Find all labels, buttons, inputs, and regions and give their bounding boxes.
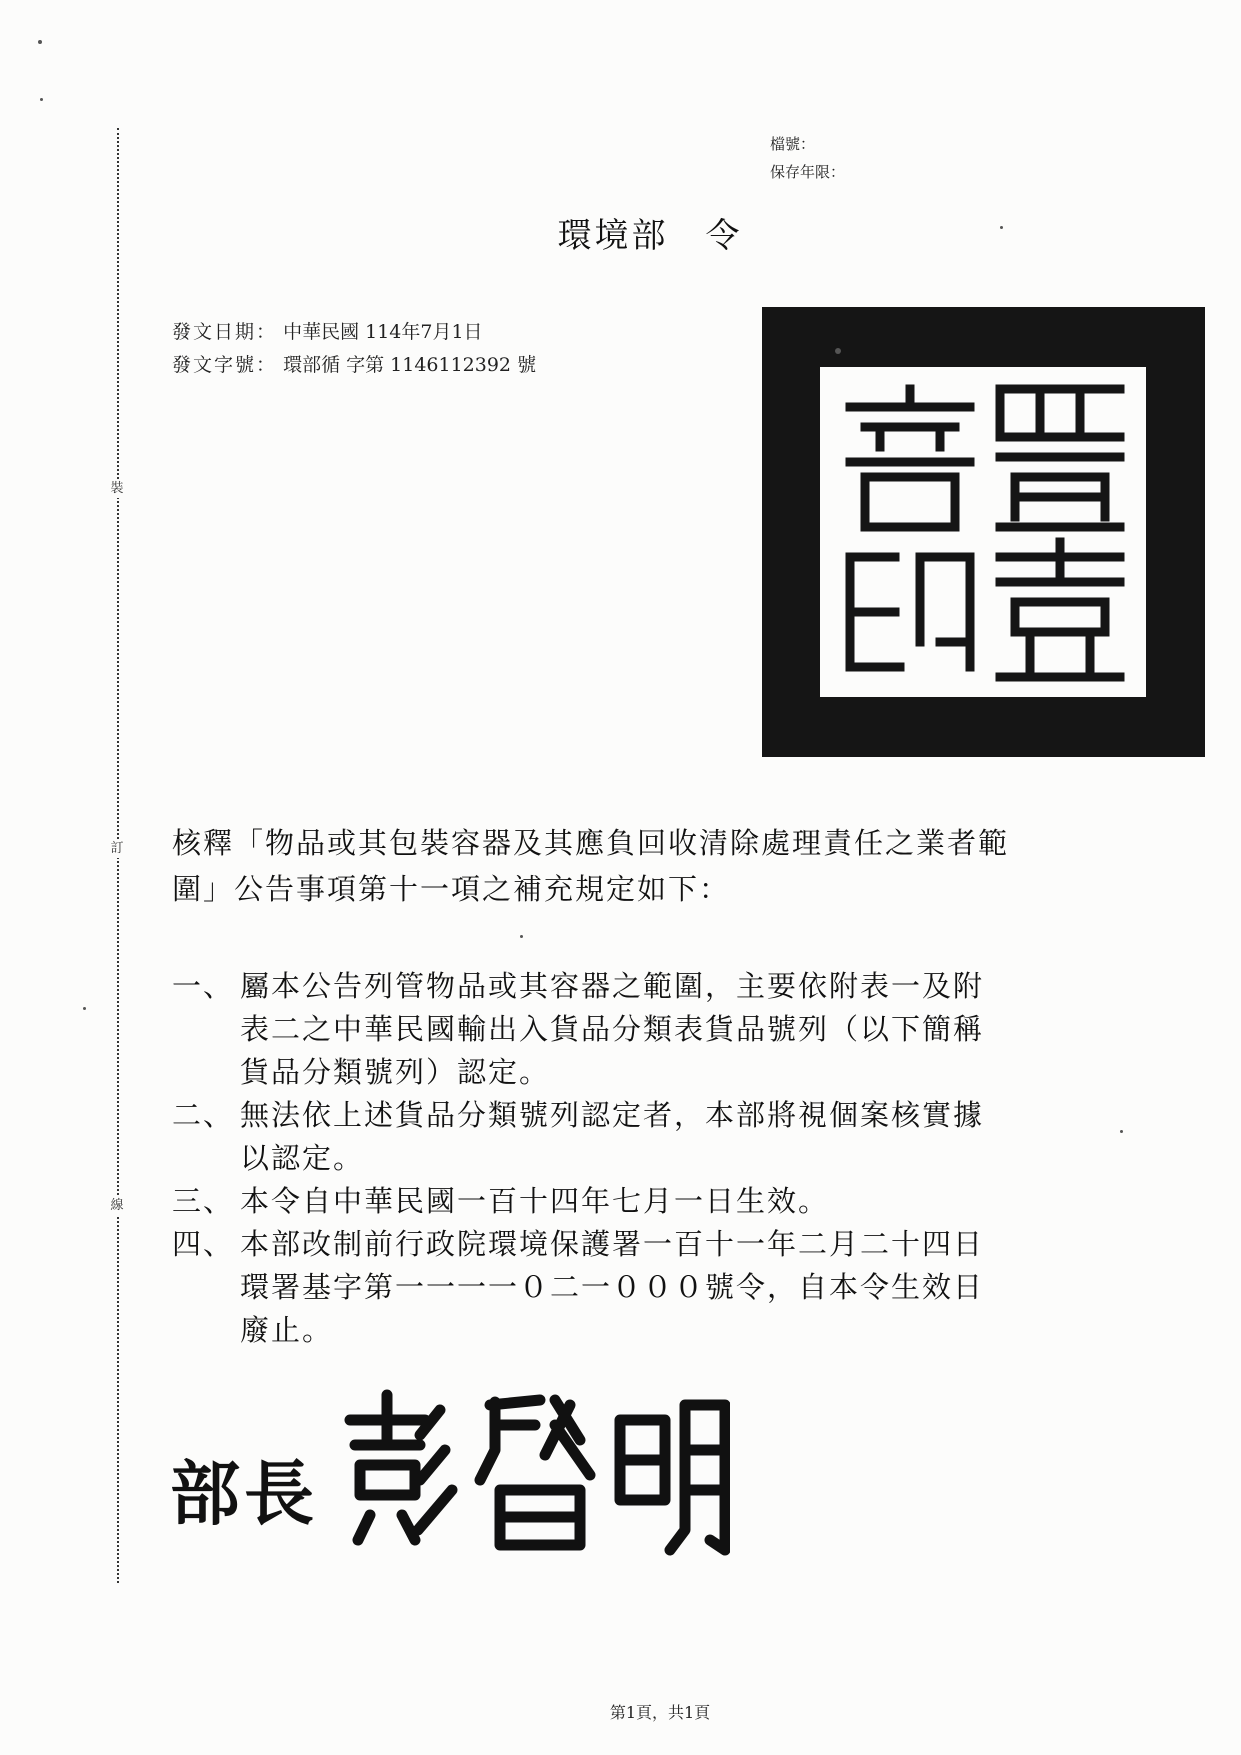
body-paragraph bbox=[172, 820, 1009, 912]
scan-speck bbox=[38, 40, 42, 44]
scan-speck bbox=[520, 935, 523, 938]
scan-speck bbox=[83, 1007, 86, 1010]
issue-number-label: 發文字號： bbox=[172, 354, 278, 376]
official-seal bbox=[762, 307, 1205, 757]
provision-item-4 bbox=[172, 1223, 984, 1352]
issue-meta bbox=[172, 316, 536, 382]
retention-label: 保存年限： bbox=[770, 163, 846, 181]
binding-char-2: 訂 bbox=[104, 840, 130, 858]
provision-number: 四、 bbox=[172, 1227, 235, 1261]
seal-script-glyphs bbox=[820, 367, 1146, 697]
provision-line: 本令自中華民國一百十四年七月一日生效。 bbox=[240, 1184, 830, 1218]
provision-line: 屬本公告列管物品或其容器之範圍，主要依附表一及附 bbox=[240, 969, 985, 1003]
provision-item-3 bbox=[172, 1180, 984, 1223]
provision-number: 二、 bbox=[172, 1098, 235, 1132]
provision-line: 無法依上述貨品分類號列認定者，本部將視個案核實據 bbox=[240, 1098, 985, 1132]
provision-line: 本部改制前行政院環境保護署一百十一年二月二十四日 bbox=[240, 1227, 985, 1261]
provision-number: 一、 bbox=[172, 969, 235, 1003]
file-number-label: 檔號： bbox=[770, 135, 816, 153]
body-line: 核釋「物品或其包裝容器及其應負回收清除處理責任之業者範 bbox=[172, 826, 1010, 860]
signatory-title: 部長 bbox=[170, 1452, 318, 1535]
binding-char-1: 裝 bbox=[104, 480, 130, 498]
provision-item-1 bbox=[172, 965, 984, 1094]
seal-inner-field bbox=[820, 367, 1146, 697]
page-number: 第1頁，共1頁 bbox=[609, 1703, 711, 1722]
signature-block bbox=[170, 1380, 730, 1560]
document-title: 環境部 令 bbox=[557, 216, 743, 256]
file-meta bbox=[770, 130, 845, 186]
binding-char-3: 線 bbox=[104, 1197, 130, 1215]
scan-speck bbox=[40, 98, 43, 101]
issue-date-value: 中華民國 114年7月1日 bbox=[283, 321, 483, 343]
provision-number: 三、 bbox=[172, 1184, 235, 1218]
provision-line: 廢止。 bbox=[240, 1313, 334, 1347]
issue-number-value: 環部循 字第 1146112392 號 bbox=[283, 354, 537, 376]
scan-speck bbox=[835, 348, 841, 354]
issue-number-row bbox=[172, 349, 536, 382]
provision-item-2 bbox=[172, 1094, 984, 1180]
provision-line: 貨品分類號列）認定。 bbox=[240, 1055, 551, 1089]
provision-line: 以認定。 bbox=[240, 1141, 365, 1175]
scan-speck bbox=[1120, 1130, 1123, 1133]
issue-date-row bbox=[172, 316, 536, 349]
provision-line: 表二之中華民國輸出入貨品分類表貨品號列（以下簡稱 bbox=[240, 1012, 985, 1046]
scan-speck bbox=[1000, 226, 1003, 229]
provision-line: 環署基字第一一一一０二一０００號令，自本令生效日 bbox=[240, 1270, 985, 1304]
issue-date-label: 發文日期： bbox=[172, 321, 278, 343]
provision-list bbox=[172, 965, 984, 1352]
handwritten-signature bbox=[330, 1380, 730, 1560]
body-line: 圍」公告事項第十一項之補充規定如下： bbox=[172, 872, 731, 906]
